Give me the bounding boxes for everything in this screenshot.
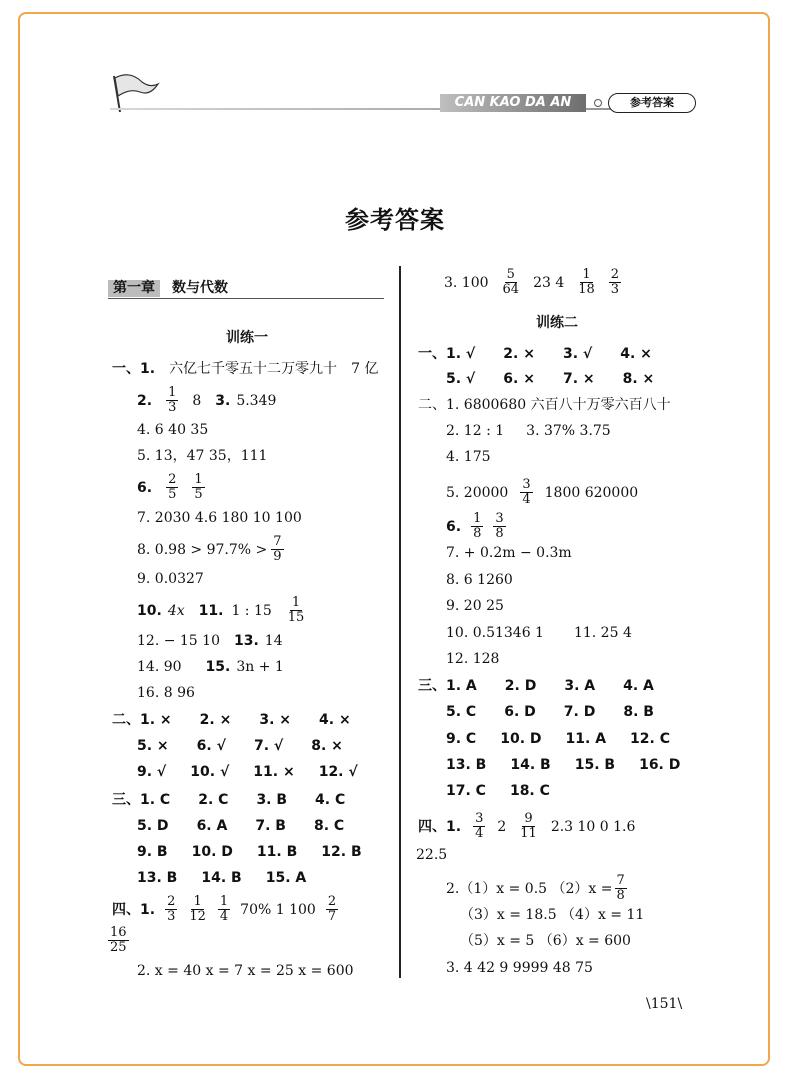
answer-text: 3. × [259, 712, 292, 728]
answer-line: 2. x = 40 x = 7 x = 25 x = 600 [137, 963, 354, 979]
answer-text: 3. B [256, 792, 288, 808]
denominator: 9 [273, 549, 282, 564]
answer-text: 9. √ [137, 764, 167, 780]
answer-text: 8. × [311, 738, 343, 754]
answer-line: 5. 13，47 35，111 [137, 448, 268, 464]
answer-line: 8. 6 1260 [446, 572, 513, 588]
answer-line: （5）x = 5 （6）x = 600 [460, 933, 631, 949]
chapter-name: 数与代数 [172, 280, 228, 296]
answer-text: 4x [167, 602, 185, 619]
answer-line [137, 843, 362, 861]
answer-text: 13. B [446, 757, 487, 773]
denominator: 11 [520, 826, 537, 841]
answer-line [418, 345, 652, 363]
item-number: 13. [233, 633, 259, 649]
numerator: 1 [582, 267, 591, 282]
answer-text: 9. B [137, 844, 168, 860]
answer-text: 10. √ [190, 764, 230, 780]
answer-line [418, 677, 654, 695]
header-dot [594, 99, 602, 107]
fraction [271, 535, 283, 564]
fraction [187, 895, 208, 924]
answer-line [446, 756, 680, 774]
answer-line [446, 512, 506, 541]
fraction [326, 895, 338, 924]
answer-text: 11. B [256, 844, 298, 860]
denominator: 64 [502, 282, 520, 297]
answer-line: 9. 0.0327 [137, 571, 204, 587]
answer-text: 1 : 15 [231, 602, 272, 619]
answer-text: 2. × [503, 346, 535, 362]
item-number: 15. [205, 659, 231, 675]
answer-text: 2.（1）x = 0.5 （2）x = [446, 880, 613, 897]
answer-text: 8. × [622, 371, 655, 387]
answer-line [446, 874, 627, 903]
numerator: 16 [110, 925, 127, 940]
answer-line: 22.5 [416, 847, 448, 863]
fraction [520, 478, 532, 507]
denominator: 5 [194, 487, 203, 502]
answer-line: 二、1. 6800680 六百八十万零六百八十 [418, 397, 671, 413]
item-number: 6. [446, 518, 462, 535]
fraction [493, 512, 505, 541]
answer-text: 11. × [253, 764, 295, 780]
answer-line [137, 596, 306, 625]
answer-line [112, 791, 345, 809]
answer-line: 4. 6 40 35 [137, 422, 209, 438]
denominator: 12 [189, 909, 206, 924]
answer-text: 12. − 15 10 [137, 633, 220, 649]
answer-text: 4. × [620, 346, 652, 362]
answer-line [137, 535, 284, 564]
answer-text: 5.349 [236, 392, 277, 409]
fraction [166, 473, 178, 502]
fraction [166, 386, 178, 415]
answer-line [446, 624, 632, 642]
fraction [192, 473, 204, 502]
numerator: 3 [475, 811, 484, 826]
answer-line [137, 632, 283, 650]
answer-line [418, 812, 635, 841]
numerator: 9 [524, 811, 533, 826]
answer-text: 8. C [313, 818, 345, 834]
answer-text: 5. D [137, 818, 169, 834]
answer-line: 4. 175 [446, 449, 491, 465]
section-heading: 训练二 [536, 315, 578, 331]
page-title: 参考答案 [345, 206, 445, 234]
answer-text: 2 [497, 818, 507, 835]
denominator: 5 [168, 487, 177, 502]
numerator: 2 [610, 267, 620, 282]
answer-text: 14 [264, 633, 283, 649]
header-rule [110, 108, 690, 110]
answer-text: 2.3 10 0 1.6 [550, 818, 636, 835]
answer-text: 11. 25 4 [573, 625, 632, 641]
fraction [518, 812, 539, 841]
answer-line: 9. 20 25 [446, 598, 504, 614]
answer-text: 2. × [199, 712, 232, 728]
numerator: 2 [167, 894, 176, 909]
answer-text: 1800 620000 [544, 484, 639, 501]
answer-text: 15. A [265, 870, 307, 886]
denominator: 4 [219, 909, 229, 924]
fraction [501, 268, 522, 297]
answer-line [112, 895, 338, 924]
answer-text: 7. × [562, 371, 595, 387]
answer-line [137, 473, 205, 502]
answer-text: 14. B [510, 757, 551, 773]
answer-text: 9. C [446, 731, 477, 747]
answer-text: 10. D [191, 844, 233, 860]
item-number: 10. [137, 602, 162, 619]
section-heading: 训练一 [226, 330, 268, 346]
answer-text: 3n + 1 [236, 659, 284, 675]
fraction [615, 874, 627, 903]
answer-line [137, 763, 358, 781]
answer-text: 7. D [563, 704, 596, 720]
answer-line [112, 360, 378, 378]
answer-text: 12. B [321, 844, 362, 860]
answer-line [137, 817, 344, 835]
denominator: 8 [616, 888, 625, 903]
fraction [286, 596, 307, 625]
answer-text: 2. 12 : 1 [446, 423, 505, 439]
answer-line [446, 703, 654, 721]
answer-line [137, 386, 276, 415]
answer-text: 3. 100 [444, 274, 489, 291]
answer-line [446, 370, 654, 388]
fraction [218, 895, 230, 924]
answer-text: 7. √ [253, 738, 284, 754]
denominator: 18 [578, 282, 595, 297]
answer-text: 15. B [574, 757, 616, 773]
header-pill: 参考答案 [608, 93, 696, 113]
item-number: 四、1. [112, 901, 156, 918]
answer-text: 三、1. A [418, 678, 477, 694]
answer-text: 2. C [198, 792, 229, 808]
answer-text: 17. C [446, 783, 486, 799]
answer-text: 5. 20000 [446, 484, 509, 501]
answer-text: 23 4 [533, 274, 565, 291]
answer-text: 六亿七千零五十二万零九十 [169, 361, 338, 377]
answer-text: 14. 90 [137, 659, 182, 675]
denominator: 25 [110, 940, 127, 955]
numerator: 2 [168, 472, 177, 487]
numerator: 2 [327, 894, 337, 909]
denominator: 7 [327, 909, 337, 924]
denominator: 3 [610, 282, 620, 297]
answer-text: 14. B [201, 870, 242, 886]
answer-text: 4. × [319, 712, 351, 728]
fraction [165, 895, 177, 924]
answer-text: 18. C [509, 783, 550, 799]
answer-line: 16. 8 96 [137, 685, 195, 701]
numerator: 1 [473, 511, 482, 526]
denominator: 4 [522, 492, 531, 507]
answer-text: 2. D [504, 678, 537, 694]
page-number: \151\ [646, 996, 683, 1012]
denominator: 15 [287, 610, 305, 625]
answer-line [137, 737, 343, 755]
answer-text: 3. A [564, 678, 596, 694]
column-divider [399, 266, 401, 978]
answer-text: 12. C [630, 731, 670, 747]
answer-text: 8. B [623, 704, 654, 720]
numerator: 5 [506, 267, 515, 282]
denominator: 4 [475, 826, 484, 841]
answer-text: 7. B [255, 818, 286, 834]
answer-line [446, 478, 638, 507]
chapter-heading [108, 280, 384, 299]
answer-text: 6. √ [196, 738, 226, 754]
answer-line: 3. 4 42 9 9999 48 75 [446, 960, 593, 976]
answer-text: 8 [192, 392, 202, 409]
answer-line [137, 658, 284, 676]
numerator: 1 [194, 472, 203, 487]
answer-text: 7 亿 [351, 361, 379, 377]
answer-text: 12. √ [318, 764, 358, 780]
numerator: 1 [219, 894, 229, 909]
answer-line: 7. 2030 4.6 180 10 100 [137, 510, 302, 526]
item-number: 6. [137, 479, 153, 496]
fraction [108, 926, 129, 955]
item-number: 11. [198, 602, 224, 619]
answer-text: 8. 0.98 > 97.7% > [137, 541, 268, 558]
numerator: 7 [616, 873, 625, 888]
denominator: 3 [167, 909, 176, 924]
answer-text: 5. √ [446, 371, 476, 387]
answer-text: 70% 1 100 [240, 901, 316, 918]
answer-text: 一、1. √ [418, 346, 476, 362]
numerator: 7 [273, 534, 282, 549]
answer-line [137, 869, 306, 887]
answer-line [108, 926, 129, 955]
numerator: 1 [168, 385, 177, 400]
answer-text: 6. × [503, 371, 535, 387]
answer-text: 6. D [504, 704, 536, 720]
answer-line: 7. + 0.2m − 0.3m [446, 545, 572, 561]
answer-text: 13. B [137, 870, 178, 886]
answer-text: 4. A [623, 678, 654, 694]
item-number: 一、1. [112, 361, 156, 377]
item-number: 2. [137, 392, 153, 409]
answer-text: 6. A [196, 818, 228, 834]
numerator: 1 [193, 894, 202, 909]
answer-text: 3. 37% 3.75 [526, 423, 611, 439]
numerator: 3 [495, 511, 504, 526]
answer-text: 5. C [446, 704, 477, 720]
answer-text: 4. C [315, 792, 346, 808]
fraction [576, 268, 597, 297]
denominator: 8 [495, 526, 504, 541]
answer-text: 16. D [639, 757, 681, 773]
header-banner: CAN KAO DA AN [440, 94, 586, 112]
fraction [473, 812, 485, 841]
answer-line: 12. 128 [446, 651, 500, 667]
item-number: 四、1. [418, 818, 462, 835]
answer-line [446, 782, 550, 800]
numerator: 1 [291, 595, 301, 610]
denominator: 8 [473, 526, 482, 541]
answer-line [446, 730, 670, 748]
answer-line [446, 422, 611, 440]
answer-text: 3. √ [562, 346, 593, 362]
answer-text: 三、1. C [112, 792, 171, 808]
answer-text: 11. A [565, 731, 607, 747]
denominator: 3 [168, 400, 177, 415]
answer-line [444, 268, 621, 297]
fraction [609, 268, 621, 297]
answer-text: 10. D [500, 731, 542, 747]
numerator: 3 [522, 477, 531, 492]
answer-text: 5. × [137, 738, 169, 754]
answer-line [112, 711, 351, 729]
answer-text: 10. 0.51346 1 [446, 625, 544, 641]
answer-line: （3）x = 18.5 （4）x = 11 [460, 907, 645, 923]
chapter-label: 第一章 [108, 280, 160, 297]
answer-text: 二、1. × [112, 712, 172, 728]
item-number: 3. [215, 392, 231, 409]
fraction [471, 512, 483, 541]
